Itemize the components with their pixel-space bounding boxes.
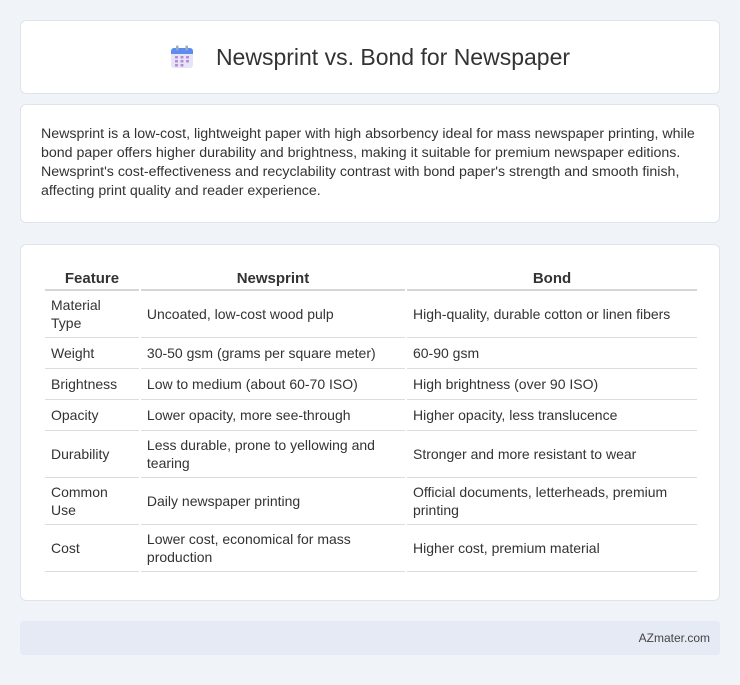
bond-cell: Higher opacity, less translucence [407, 400, 697, 431]
table-row [45, 478, 697, 525]
comparison-card [20, 244, 720, 601]
table-row [45, 291, 697, 338]
bond-cell: Official documents, letterheads, premium printing [407, 478, 697, 525]
feature-cell: Cost [45, 525, 139, 572]
newsprint-cell: Low to medium (about 60-70 ISO) [141, 369, 405, 400]
page-title: Newsprint vs. Bond for Newspaper [215, 43, 571, 70]
feature-cell: Durability [45, 431, 139, 478]
bond-cell: High brightness (over 90 ISO) [407, 369, 697, 400]
feature-cell: Opacity [45, 400, 139, 431]
intro-text: Newsprint is a low-cost, lightweight paper with high absorbency ideal for mass newspaper printing, while bond paper offers higher durability and brightness, making it suitable for premium newspaper editions. Newsprint's cost-effectiveness and recyclability contrast with bond paper's strength and smooth finish, affecting print quality and reader experience. [41, 126, 695, 199]
table-row [45, 400, 697, 431]
feature-cell: Brightness [45, 369, 139, 400]
table-row [45, 338, 697, 369]
table-header-row [45, 265, 697, 291]
bond-cell: High-quality, durable cotton or linen fibers [407, 291, 697, 338]
header-feature: Feature [45, 265, 139, 291]
newsprint-cell: 30-50 gsm (grams per square meter) [141, 338, 405, 369]
header-bond: Bond [407, 265, 697, 291]
footer-site-link[interactable]: AZmater.com [638, 631, 710, 645]
newsprint-cell: Lower cost, economical for mass production [141, 525, 405, 572]
title-card [20, 20, 720, 94]
table-row [45, 431, 697, 478]
feature-cell: Weight [45, 338, 139, 369]
newsprint-cell: Daily newspaper printing [141, 478, 405, 525]
comparison-table [43, 265, 699, 572]
feature-cell: Material Type [45, 291, 139, 338]
newsprint-cell: Uncoated, low-cost wood pulp [141, 291, 405, 338]
calendar-icon [170, 45, 194, 69]
bond-cell: Higher cost, premium material [407, 525, 697, 572]
header-newsprint: Newsprint [141, 265, 405, 291]
newsprint-cell: Less durable, prone to yellowing and tearing [141, 431, 405, 478]
bond-cell: Stronger and more resistant to wear [407, 431, 697, 478]
newsprint-cell: Lower opacity, more see-through [141, 400, 405, 431]
table-row [45, 525, 697, 572]
feature-cell: Common Use [45, 478, 139, 525]
table-row [45, 369, 697, 400]
footer [20, 621, 720, 655]
bond-cell: 60-90 gsm [407, 338, 697, 369]
intro-card [20, 104, 720, 223]
